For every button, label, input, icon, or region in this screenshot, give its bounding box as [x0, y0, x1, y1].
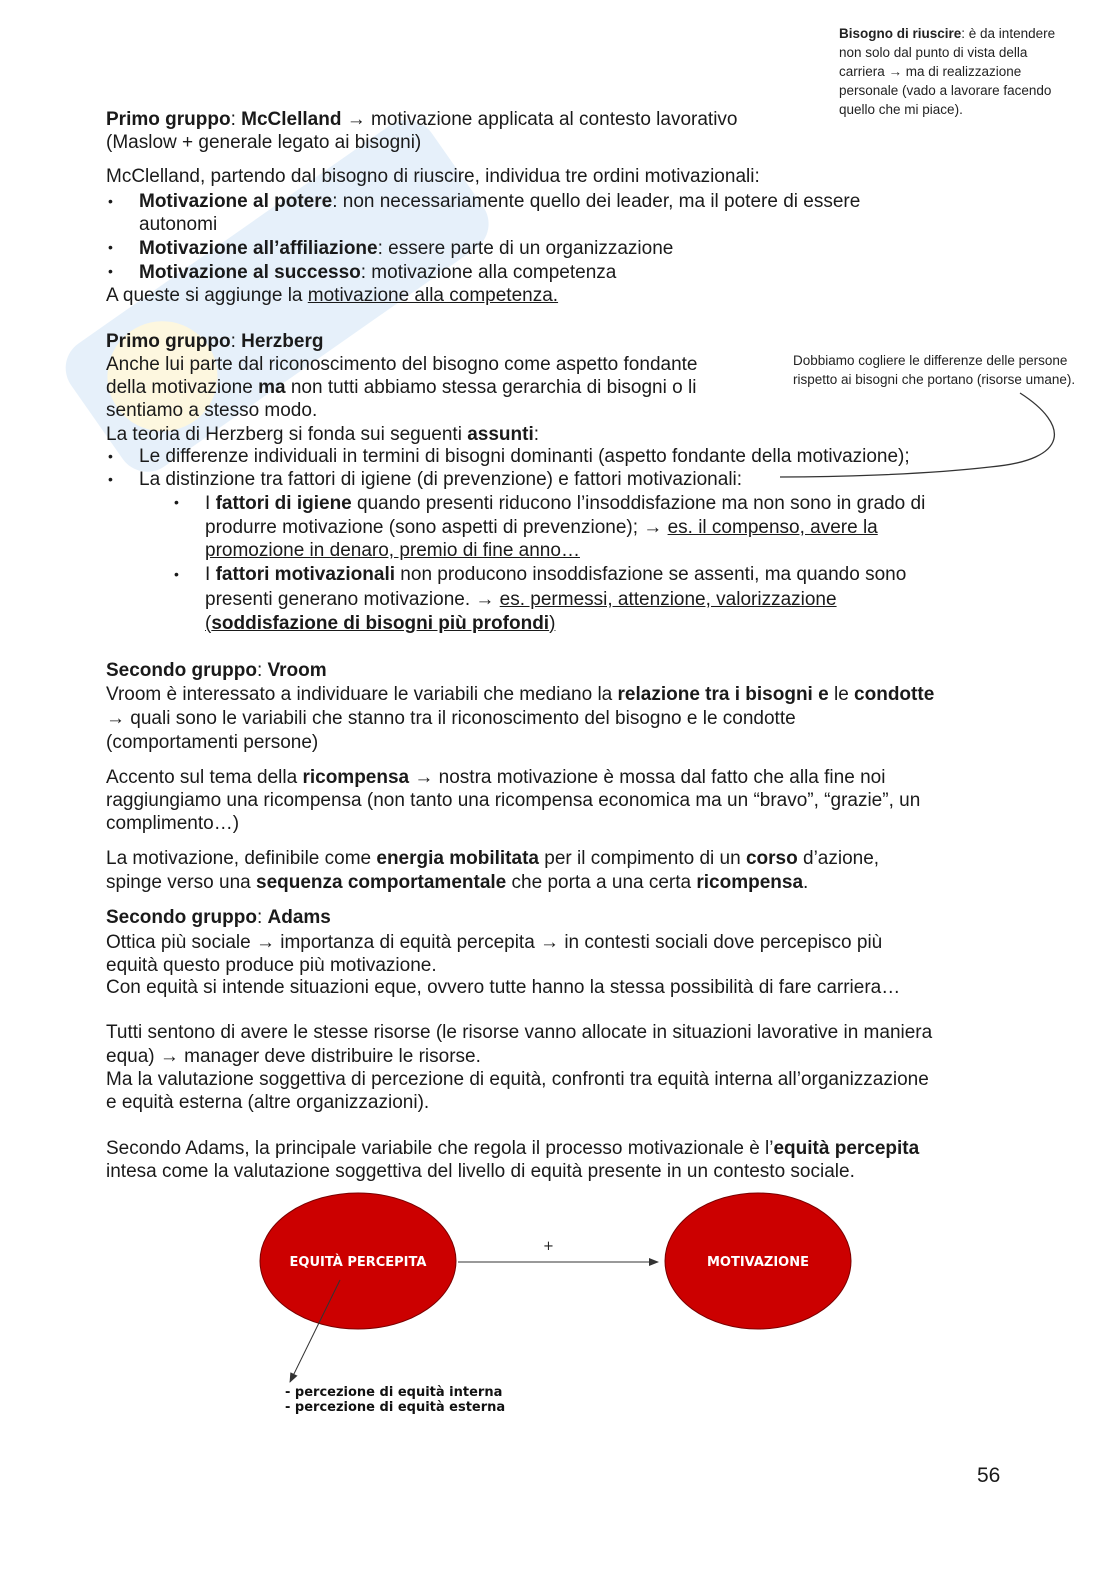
side-note-line: : è da intendere	[961, 26, 1056, 41]
equity-label: EQUITÀ PERCEPITA	[289, 1255, 427, 1270]
heading-rest: → motivazione applicata al contesto lavorativo	[341, 109, 738, 130]
text: produrre motivazione (sono aspetti di prevenzione); →	[205, 517, 668, 538]
closing-text: A queste si aggiunge la	[106, 285, 308, 306]
vroom-reward-line	[106, 766, 885, 789]
item-bold: Motivazione all’affiliazione	[139, 238, 378, 259]
bullet-dot: •	[108, 239, 113, 255]
text-bold: ricompensa	[302, 767, 410, 788]
heading-author: McClelland	[241, 109, 342, 130]
vroom-sequence-line	[106, 871, 808, 894]
heading-sep: :	[230, 109, 242, 130]
text: non producono insoddisfazione se assenti, ma quando sono	[395, 564, 907, 585]
heading-label: Secondo gruppo	[106, 660, 257, 681]
heading-adams	[106, 906, 331, 929]
text: Accento sul tema della	[106, 767, 303, 788]
text-bold: equità percepita	[773, 1138, 920, 1159]
hygiene-factors-line1	[205, 492, 925, 515]
equity-subnotes	[285, 1385, 505, 1415]
motivation-label: MOTIVAZIONE	[706, 1255, 810, 1270]
side-note-line: carriera → ma di realizzazione	[839, 64, 1022, 79]
heading-author: Adams	[267, 907, 331, 928]
text-bold: ma	[258, 377, 286, 398]
closing-underlined: motivazione alla competenza.	[307, 285, 559, 306]
text-bold: assunti	[467, 424, 534, 445]
herzberg-para-line: sentiamo a stesso modo.	[106, 400, 318, 421]
item-text: : essere parte di un organizzazione	[377, 238, 674, 259]
internal-equity-note: - percezione di equità interna	[285, 1385, 503, 1400]
text-bold: corso	[745, 848, 798, 869]
positive-sign: +	[543, 1239, 554, 1254]
text-bold: ricompensa	[696, 872, 804, 893]
text-bold: soddisfazione di bisogni più profondi	[211, 613, 550, 634]
side-note-line: rispetto ai bisogni che portano (risorse umane).	[793, 372, 1076, 387]
text-underlined: es. permessi, attenzione, valorizzazione	[499, 589, 837, 610]
text: presenti generano motivazione. →	[205, 589, 500, 610]
mcclelland-item-success	[139, 261, 616, 284]
heading-author: Vroom	[267, 660, 327, 681]
text: d’azione,	[797, 848, 880, 869]
motivational-factors-line1	[205, 563, 906, 586]
arrow-down-left-icon	[280, 1270, 360, 1390]
adams-line: Tutti sentono di avere le stesse risorse (le risorse vanno allocate in situazioni lavorative in maniera	[106, 1022, 933, 1043]
heading-sep: :	[256, 907, 268, 928]
text-bold: condotte	[854, 684, 935, 705]
adams-line: Ottica più sociale → importanza di equità percepita → in contesti sociali dove percepisco più	[106, 932, 883, 953]
text: Secondo Adams, la principale variabile che regola il processo motivazionale è l’	[106, 1138, 774, 1159]
herzberg-assumptions-intro	[106, 423, 539, 446]
vroom-energy-line	[106, 847, 879, 870]
heading-vroom	[106, 659, 327, 682]
herzberg-para-line: Anche lui parte dal riconoscimento del bisogno come aspetto fondante	[106, 354, 698, 375]
text: I	[205, 493, 216, 514]
vroom-line: → quali sono le variabili che stanno tra il riconoscimento del bisogno e le condotte	[106, 708, 796, 729]
vroom-line: raggiungiamo una ricompensa (non tanto una ricompensa economica ma un “bravo”, “grazie”, un	[106, 790, 921, 811]
side-note-differences	[793, 351, 1075, 389]
page-number: 56	[977, 1464, 1001, 1487]
text: non tutti abbiamo stessa gerarchia di bisogni o li	[285, 377, 697, 398]
bullet-dot: •	[108, 263, 113, 279]
vroom-line: (comportamenti persone)	[106, 732, 319, 753]
text: per il compimento di un	[538, 848, 746, 869]
adams-line: Con equità si intende situazioni eque, ovvero tutte hanno la stessa possibilità di fare carriera…	[106, 977, 901, 998]
bullet-dot: •	[108, 193, 113, 209]
motivational-factors-line3	[205, 612, 555, 635]
heading-label: Secondo gruppo	[106, 907, 257, 928]
adams-line: e equità esterna (altre organizzazioni).	[106, 1092, 430, 1113]
hygiene-factors-line3: promozione in denaro, premio di fine anno…	[205, 540, 580, 561]
mcclelland-item-affiliation	[139, 237, 673, 260]
adams-line: equa) → manager deve distribuire le risorse.	[106, 1046, 481, 1067]
side-note-line: Dobbiamo cogliere le differenze delle persone	[793, 353, 1068, 368]
heading-mcclelland	[106, 108, 737, 131]
text: → nostra motivazione è mossa dal fatto che alla fine noi	[409, 767, 886, 788]
side-note-success	[839, 24, 1055, 119]
mcclelland-item-power-cont: autonomi	[139, 214, 218, 235]
side-note-line: non solo dal punto di vista della	[839, 45, 1028, 60]
adams-line: intesa come la valutazione soggettiva del livello di equità presente in un contesto sociale.	[106, 1161, 855, 1182]
curved-arrow-icon	[770, 385, 1070, 495]
bullet-dot: •	[174, 494, 179, 510]
text-bold: energia mobilitata	[376, 848, 539, 869]
adams-equity-line	[106, 1137, 919, 1160]
text: .	[803, 872, 809, 893]
text: spinge verso una	[106, 872, 256, 893]
side-note-line: personale (vado a lavorare facendo	[839, 83, 1052, 98]
text: La motivazione, definibile come	[106, 848, 377, 869]
mcclelland-closing	[106, 284, 558, 307]
herzberg-assumption-2: La distinzione tra fattori di igiene (di prevenzione) e fattori motivazionali:	[139, 469, 743, 490]
text: della motivazione	[106, 377, 259, 398]
heading-label: Primo gruppo	[106, 109, 231, 130]
text: (	[205, 613, 212, 634]
heading-label: Primo gruppo	[106, 331, 231, 352]
heading-author: Herzberg	[241, 331, 324, 352]
bullet-dot: •	[174, 566, 179, 582]
text-bold: sequenza comportamentale	[256, 872, 507, 893]
motivational-factors-line2	[205, 588, 837, 611]
text: )	[549, 613, 556, 634]
text: quando presenti riducono l’insoddisfazione ma non sono in grado di	[351, 493, 926, 514]
adams-line: equità questo produce più motivazione.	[106, 955, 437, 976]
text: che porta a una certa	[506, 872, 697, 893]
text: Vroom è interessato a individuare le variabili che mediano la	[106, 684, 618, 705]
mcclelland-item-power	[139, 190, 860, 213]
text: le	[828, 684, 855, 705]
item-text: : non necessariamente quello dei leader, ma il potere di essere	[332, 191, 861, 212]
mcclelland-intro: McClelland, partendo dal bisogno di riuscire, individua tre ordini motivazionali:	[106, 166, 760, 187]
vroom-line	[106, 683, 934, 706]
side-note-term: Bisogno di riuscire	[839, 26, 962, 41]
text: I	[205, 564, 216, 585]
text: :	[533, 424, 540, 445]
hygiene-factors-line2	[205, 516, 878, 539]
text-bold: fattori di igiene	[215, 493, 352, 514]
text-bold: relazione tra i bisogni e	[617, 684, 829, 705]
bullet-dot: •	[108, 471, 113, 487]
item-bold: Motivazione al successo	[139, 262, 361, 283]
heading-sep: :	[256, 660, 268, 681]
external-equity-note: - percezione di equità esterna	[285, 1400, 506, 1415]
text: La teoria di Herzberg si fonda sui seguenti	[106, 424, 468, 445]
side-note-line: quello che mi piace).	[839, 102, 963, 117]
heading-sep: :	[230, 331, 242, 352]
mcclelland-subtitle: (Maslow + generale legato ai bisogni)	[106, 132, 422, 153]
herzberg-para-line	[106, 376, 696, 399]
heading-herzberg	[106, 330, 323, 353]
bullet-dot: •	[108, 448, 113, 464]
text-bold: fattori motivazionali	[215, 564, 396, 585]
adams-line: Ma la valutazione soggettiva di percezione di equità, confronti tra equità interna all’organizzazione	[106, 1069, 929, 1090]
text-underlined: es. il compenso, avere la	[667, 517, 878, 538]
vroom-line: complimento…)	[106, 813, 240, 834]
herzberg-assumption-1: Le differenze individuali in termini di bisogni dominanti (aspetto fondante della motivazione);	[139, 446, 910, 467]
item-bold: Motivazione al potere	[139, 191, 333, 212]
item-text: : motivazione alla competenza	[360, 262, 617, 283]
